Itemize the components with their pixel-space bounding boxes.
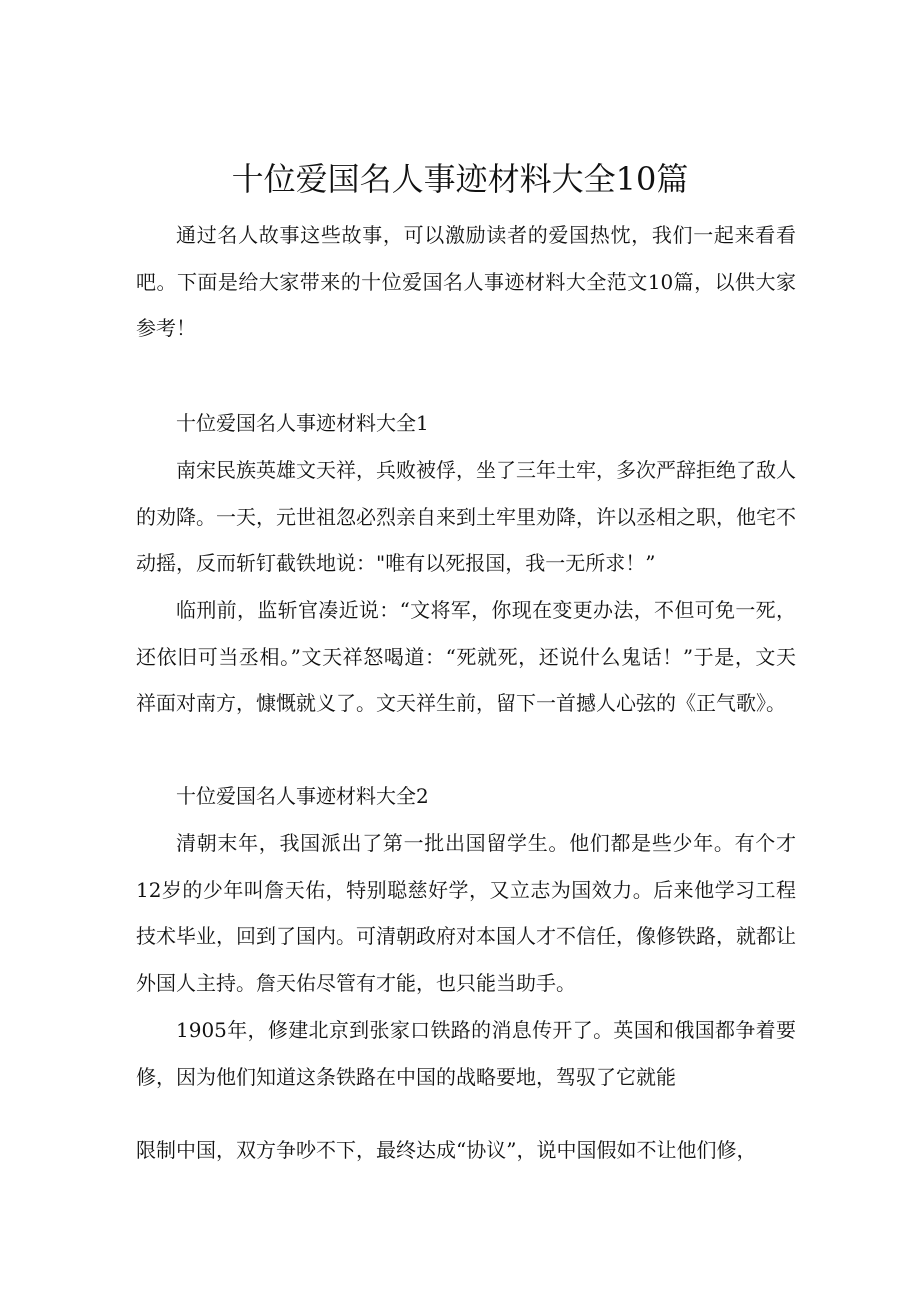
section-1-paragraph-1: 南宋民族英雄文天祥，兵败被俘，坐了三年土牢，多次严辞拒绝了敌人的劝降。一天，元世祖忽必烈亲自来到土牢里劝降，许以丞相之职，他宅不动摇，反而斩钉截铁地说："唯有以死报国，我一无所求！” <box>136 458 796 576</box>
section-1-heading: 十位爱国名人事迹材料大全1 <box>176 411 429 435</box>
section-2-paragraph-3: 限制中国，双方争吵不下，最终达成“协议”，说中国假如不让他们修， <box>136 1138 757 1162</box>
section-2-paragraph-1: 清朝末年，我国派出了第一批出国留学生。他们都是些少年。有个才12岁的少年叫詹天佑，特别聪慈好学，又立志为国效力。后来他学习工程技术毕业，回到了国内。可清朝政府对本国人才不信任，像修铁路，就都让外国人主持。詹天佑尽管有才能，也只能当助手。 <box>136 831 796 996</box>
section-2-paragraph-2: 1905年，修建北京到张家口铁路的消息传开了。英国和俄国都争着要修，因为他们知道这条铁路在中国的战略要地，驾驭了它就能 <box>136 1018 796 1089</box>
section-1-paragraph-2: 临刑前，监斩官凑近说：“文将军，你现在变更办法，不但可免一死，还依旧可当丞相。”文天祥怒喝道：“死就死，还说什么鬼话！”于是，文天祥面对南方，慷慨就义了。文天祥生前，留下一首撼人心弦的《正气歌》。 <box>136 598 796 716</box>
intro-paragraph: 通过名人故事这些故事，可以激励读者的爱国热忱，我们一起来看看吧。下面是给大家带来的十位爱国名人事迹材料大全范文10篇，以供大家参考！ <box>136 223 796 341</box>
document-title: 十位爱国名人事迹材料大全10篇 <box>231 160 689 199</box>
section-2-heading: 十位爱国名人事迹材料大全2 <box>176 784 429 808</box>
